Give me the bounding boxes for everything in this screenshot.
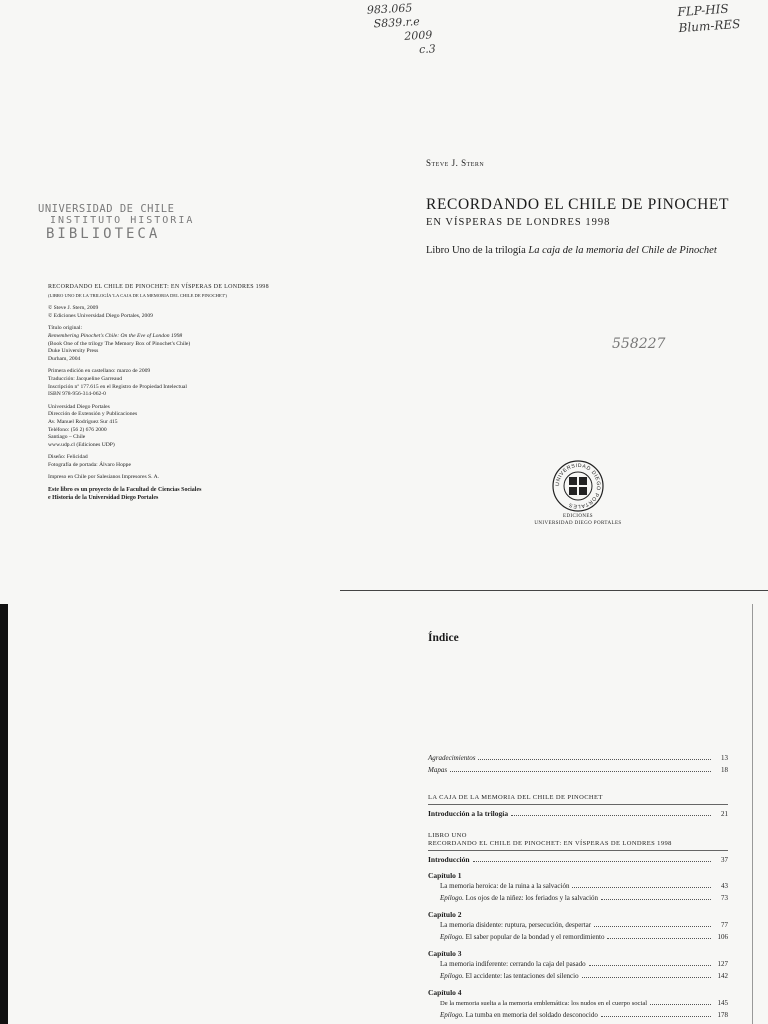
colophon-line: Este libro es un proyecto de la Facultad de Ciencias Sociales xyxy=(48,487,202,494)
handwritten-line: S839.r.e xyxy=(373,15,421,31)
toc-row xyxy=(428,971,728,983)
publisher-seal-icon xyxy=(552,460,604,512)
toc-label: Introducción xyxy=(428,855,470,864)
colophon-line: © Ediciones Universidad Diego Portales, 2009 xyxy=(48,312,153,319)
epilogue-word: Epílogo. xyxy=(440,972,464,980)
toc-leader xyxy=(650,998,711,1005)
handwritten-line: Blum-RES xyxy=(678,16,741,36)
publisher-name xyxy=(520,513,636,527)
toc-label: Mapas xyxy=(428,766,448,774)
colophon-line: © Steve J. Stern, 2009 xyxy=(48,305,99,312)
epilogue-word: Epílogo. xyxy=(440,933,464,941)
epilogue-title: La tumba en memoria del soldado desconocido xyxy=(463,1011,598,1019)
toc-label xyxy=(440,972,579,980)
colophon-line: Durham, 2004 xyxy=(48,355,81,362)
colophon-line: Av. Manuel Rodríguez Sur 415 xyxy=(48,418,118,425)
toc-leader xyxy=(607,932,711,939)
toc-row xyxy=(428,1010,728,1022)
colophon-line: Remembering Pinochet's Chile: On the Eve of London 1998 xyxy=(48,332,183,339)
handwritten-line: FLP-HIS xyxy=(677,1,730,20)
index-title: Índice xyxy=(428,632,459,644)
page-fold-line xyxy=(340,590,768,591)
colophon-line: www.udp.cl (Ediciones UDP) xyxy=(48,441,115,448)
colophon-line: (LIBRO UNO DE LA TRILOGÍA 'LA CAJA DE LA MEMORIA DEL CHILE DE PINOCHET') xyxy=(48,292,227,298)
toc-label: Agradecimientos xyxy=(428,754,476,762)
chapter-heading: Capítulo 2 xyxy=(428,910,462,919)
toc-label xyxy=(440,1011,598,1019)
colophon-line: RECORDANDO EL CHILE DE PINOCHET: EN VÍSPERAS DE LONDRES 1998 xyxy=(48,284,269,290)
stamp-line: UNIVERSIDAD DE CHILE xyxy=(38,203,175,215)
chapter-heading: Capítulo 1 xyxy=(428,871,462,880)
epilogue-word: Epílogo. xyxy=(440,894,464,902)
toc-row xyxy=(428,765,728,777)
toc-leader xyxy=(589,959,711,966)
toc-page: 21 xyxy=(721,810,728,818)
toc-book-one-section xyxy=(428,832,728,866)
toc-leader xyxy=(478,753,711,760)
toc-page: 127 xyxy=(717,960,728,968)
toc-leader xyxy=(582,971,711,978)
colophon-line: ISBN 978-956-314-062-0 xyxy=(48,391,106,398)
toc-page: 142 xyxy=(717,972,728,980)
toc-label xyxy=(440,894,598,902)
colophon-line: Diseño: Felicidad xyxy=(48,454,88,461)
toc-rule xyxy=(428,804,728,805)
toc-page: 37 xyxy=(721,856,728,864)
colophon-line: Teléfono: (56 2) 676 2000 xyxy=(48,426,107,433)
toc-chapter-2 xyxy=(428,909,728,944)
toc-page: 77 xyxy=(721,921,728,929)
trilogy-note-prefix: Libro Uno de la trilogía xyxy=(426,245,529,256)
scan-edge-right xyxy=(752,604,753,1024)
toc-page: 43 xyxy=(721,882,728,890)
toc-leader xyxy=(572,881,711,888)
toc-front xyxy=(428,753,728,777)
toc-leader xyxy=(601,893,711,900)
seal-ring-text: UNIVERSIDAD DIEGO PORTALES xyxy=(554,462,602,510)
toc-leader xyxy=(473,855,711,862)
toc-chapter-3 xyxy=(428,948,728,983)
toc-row xyxy=(428,881,728,893)
colophon-line: e Historia de la Universidad Diego Portales xyxy=(48,494,159,501)
toc-page: 145 xyxy=(717,999,728,1007)
toc-label: La memoria indiferente: cerrando la caja del pasado xyxy=(440,960,586,968)
toc-row xyxy=(428,932,728,944)
publisher-line: UNIVERSIDAD DIEGO PORTALES xyxy=(534,521,622,526)
colophon-line: Santiago – Chile xyxy=(48,434,86,441)
author-name: Steve J. Stern xyxy=(426,158,485,168)
colophon-line: Duke University Press xyxy=(48,348,99,355)
toc-page: 18 xyxy=(721,766,728,774)
epilogue-title: El saber popular de la bondad y el remordimiento xyxy=(463,933,605,941)
toc-leader xyxy=(601,1010,711,1017)
toc-row xyxy=(428,998,728,1010)
toc-label xyxy=(440,933,604,941)
toc-chapter-4 xyxy=(428,987,728,1022)
toc-page: 106 xyxy=(717,933,728,941)
toc-leader xyxy=(450,765,711,772)
toc-section-caps: RECORDANDO EL CHILE DE PINOCHET: EN VÍSPERAS DE LONDRES 1998 xyxy=(428,840,672,847)
toc-row xyxy=(428,893,728,905)
trilogy-note xyxy=(426,245,717,256)
toc-page: 13 xyxy=(721,754,728,762)
toc-label: La memoria disidente: ruptura, persecución, despertar xyxy=(440,921,592,929)
toc-row xyxy=(428,854,728,866)
handwritten-line: 983.065 xyxy=(366,1,413,17)
toc-label: Introducción a la trilogía xyxy=(428,809,509,818)
chapter-heading: Capítulo 3 xyxy=(428,949,462,958)
toc-label: De la memoria suelta a la memoria emblemática: los nudos en el cuerpo social xyxy=(440,1000,648,1007)
colophon-line: Dirección de Extensión y Publicaciones xyxy=(48,411,138,418)
toc-leader xyxy=(594,920,711,927)
toc-row xyxy=(428,808,728,820)
toc-leader xyxy=(511,809,711,816)
toc-section-caps: LA CAJA DE LA MEMORIA DEL CHILE DE PINOCHET xyxy=(428,794,603,801)
colophon-line: Universidad Diego Portales xyxy=(48,403,110,410)
publisher-line: EDICIONES xyxy=(563,514,593,519)
epilogue-word: Epílogo. xyxy=(440,1011,464,1019)
toc-page: 178 xyxy=(717,1011,728,1019)
stamp-line: INSTITUTO HISTORIA xyxy=(50,215,195,226)
colophon-line: (Book One of the trilogy The Memory Box of Pinochet's Chile) xyxy=(48,340,191,347)
toc-section-caps: LIBRO UNO xyxy=(428,832,467,839)
book-subtitle: EN VÍSPERAS DE LONDRES 1998 xyxy=(426,217,611,228)
colophon-line: Fotografía de portada: Álvaro Hoppe xyxy=(48,461,131,468)
colophon-line: Impreso en Chile por Salesianos Impresores S. A. xyxy=(48,474,160,481)
colophon-line: Traducción: Jacqueline Garreaud xyxy=(48,375,123,382)
library-stamp xyxy=(38,203,200,251)
book-title: RECORDANDO EL CHILE DE PINOCHET xyxy=(426,196,730,213)
toc-trilogy-section xyxy=(428,794,728,820)
toc-label: La memoria heroica: de la ruina a la salvación xyxy=(440,882,570,890)
toc-chapter-1 xyxy=(428,870,728,905)
handwritten-line: c.3 xyxy=(418,42,437,57)
scan-edge-left xyxy=(0,604,8,1024)
colophon-line: Inscripción nº 177.615 en el Registro de Propiedad Intelectual xyxy=(48,383,187,390)
colophon-line: Primera edición en castellano: marzo de 2009 xyxy=(48,368,151,375)
handwritten-inventory-number: 558227 xyxy=(612,336,666,352)
toc-row xyxy=(428,753,728,765)
toc-row xyxy=(428,920,728,932)
toc-row xyxy=(428,959,728,971)
toc-page: 73 xyxy=(721,894,728,902)
colophon xyxy=(48,284,328,507)
epilogue-title: Los ojos de la niñez: los feriados y la salvación xyxy=(463,894,599,902)
trilogy-name: La caja de la memoria del Chile de Pinochet xyxy=(528,245,717,256)
colophon-line: Título original: xyxy=(48,325,83,332)
chapter-heading: Capítulo 4 xyxy=(428,988,462,997)
toc-rule xyxy=(428,850,728,851)
handwritten-line: 2009 xyxy=(403,28,433,43)
stamp-line: BIBLIOTECA xyxy=(46,226,161,242)
epilogue-title: El accidente: las tentaciones del silencio xyxy=(463,972,579,980)
